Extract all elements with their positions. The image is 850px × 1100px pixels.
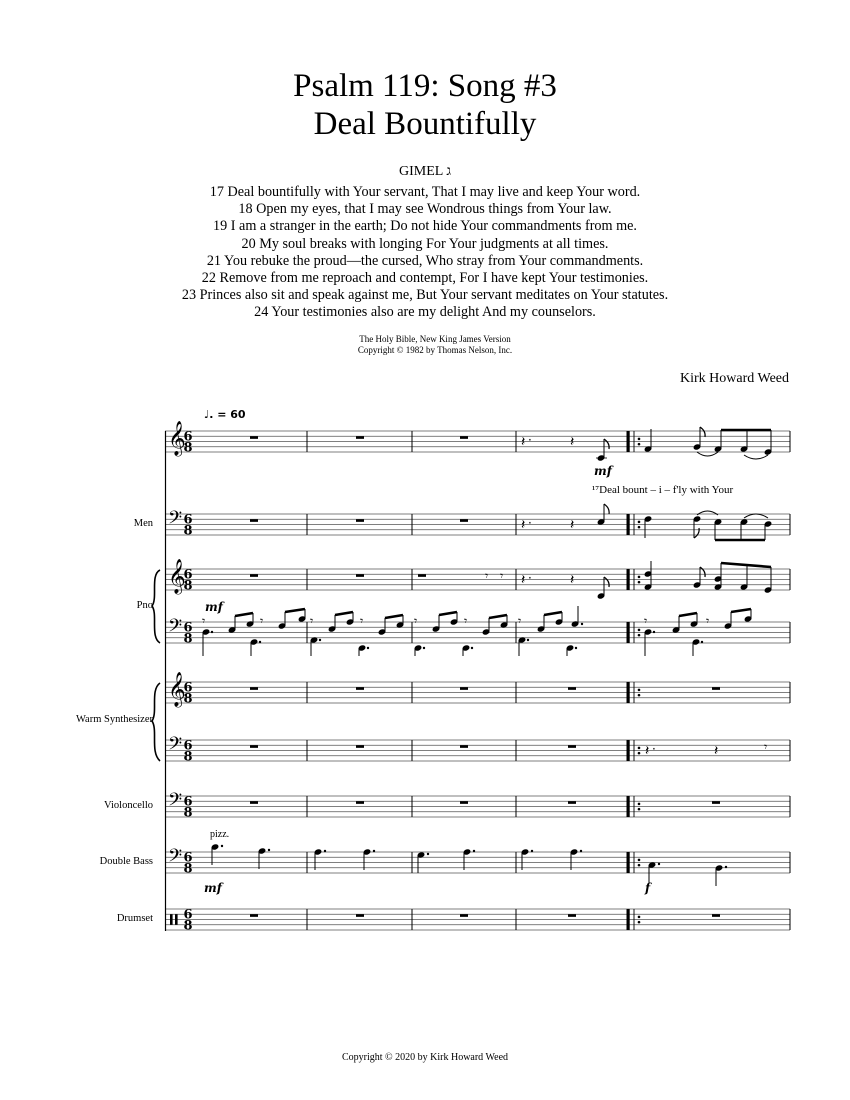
bass-clef-icon: 𝄢 <box>168 616 183 641</box>
quarter-rest-icon: 𝄽 <box>570 517 575 533</box>
treble-clef-icon: 𝄞 <box>168 559 186 594</box>
dot: · <box>528 433 532 447</box>
whole-rest-icon <box>712 914 720 917</box>
rests <box>202 433 767 917</box>
quarter-rest-icon: 𝄽 <box>570 434 575 450</box>
whole-rest-icon <box>250 574 258 577</box>
slur <box>744 455 768 459</box>
augmentation-dot <box>701 641 703 643</box>
repeat-dot <box>638 443 641 446</box>
augmentation-dot <box>259 641 261 643</box>
title-line-1: Psalm 119: Song #3 <box>293 68 557 104</box>
treble-clef-icon: 𝄞 <box>168 421 186 456</box>
bass-clef-icon: 𝄢 <box>168 734 183 759</box>
eighth-rest-icon: 𝄾 <box>260 614 264 628</box>
whole-rest-icon <box>250 436 258 439</box>
instrument-label-synth: Warm Synthesizer <box>75 714 153 725</box>
pizz-marking: pizz. <box>210 829 230 840</box>
beam <box>489 615 507 618</box>
instrument-label-men: Men <box>133 518 153 529</box>
beam <box>679 613 697 616</box>
quarter-rest-icon: 𝄽 <box>570 572 575 588</box>
repeat-dot <box>638 752 641 755</box>
dynamic-mf-double-bass: mf <box>204 881 222 895</box>
whole-rest-icon <box>460 914 468 917</box>
repeat-dot <box>638 803 641 806</box>
repeat-thick-bar <box>627 796 630 817</box>
beam <box>439 612 457 615</box>
instrument-label-double-bass: Double Bass <box>99 856 153 867</box>
whole-rest-icon <box>356 914 364 917</box>
tempo-marking: ♩. = 60 <box>204 408 246 421</box>
percussion-clef-icon <box>170 914 173 925</box>
footer-copyright: Copyright © 2020 by Kirk Howard Weed <box>341 1052 509 1063</box>
time-signature-denominator: 8 <box>183 918 193 934</box>
eighth-rest-icon: 𝄾 <box>360 614 364 628</box>
eighth-rest-icon: 𝄾 <box>764 740 768 754</box>
whole-rest-icon <box>250 519 258 522</box>
synth-brace-icon <box>152 683 160 761</box>
whole-rest-icon <box>712 687 720 690</box>
dot: · <box>528 571 532 585</box>
whole-rest-icon <box>356 436 364 439</box>
time-signature-numerator: 6 <box>183 907 193 923</box>
repeat-thick-bar <box>627 909 630 930</box>
quarter-rest-icon: 𝄽 <box>714 743 719 759</box>
verse-21: 21 You rebuke the proud—the cursed, Who stray from Your commandments. <box>206 252 644 269</box>
beam <box>731 609 751 612</box>
dynamic-mf-piano: mf <box>205 600 223 614</box>
beam <box>285 609 305 612</box>
beam <box>235 613 253 616</box>
dynamic-f-double-bass: f <box>645 881 651 895</box>
whole-rest-icon <box>356 687 364 690</box>
whole-rest-icon <box>250 745 258 748</box>
whole-rest-icon <box>568 801 576 804</box>
time-signature-denominator: 8 <box>183 578 193 594</box>
time-signature-numerator: 6 <box>183 429 193 445</box>
bass-clef-icon: 𝄢 <box>168 846 183 871</box>
quarter-rest-icon: 𝄽 <box>521 434 526 450</box>
repeat-dot <box>638 526 641 529</box>
eighth-rest-icon: 𝄾 <box>500 569 504 583</box>
eighth-rest-icon: 𝄾 <box>310 614 314 628</box>
barlines <box>307 431 790 930</box>
time-signature-numerator: 6 <box>183 738 193 754</box>
repeat-dot <box>638 521 641 524</box>
augmentation-dot <box>423 647 425 649</box>
augmentation-dot <box>575 647 577 649</box>
eighth-rest-icon: 𝄾 <box>706 614 710 628</box>
augmentation-dot <box>319 639 321 641</box>
repeat-thick-bar <box>627 682 630 703</box>
time-signature-numerator: 6 <box>183 794 193 810</box>
beam <box>335 612 353 615</box>
whole-rest-icon <box>250 914 258 917</box>
bass-clef-icon: 𝄢 <box>168 790 183 815</box>
eighth-rest-icon: 𝄾 <box>485 569 489 583</box>
slur <box>697 452 718 456</box>
slur <box>744 514 768 518</box>
verse-17: 17 Deal bountifully with Your servant, That I may live and keep Your word. <box>209 184 641 200</box>
dynamic-mf-men: mf <box>594 464 612 478</box>
repeat-dot <box>638 634 641 637</box>
whole-rest-icon <box>460 436 468 439</box>
repeat-thick-bar <box>627 514 630 535</box>
whole-rest-icon <box>568 914 576 917</box>
instrument-label-piano: Pno <box>136 600 153 611</box>
repeat-dot <box>638 864 641 867</box>
repeat-dot <box>638 689 641 692</box>
whole-rest-icon <box>568 687 576 690</box>
time-signature-denominator: 8 <box>183 523 193 539</box>
whole-rest-icon <box>712 801 720 804</box>
time-signature-denominator: 8 <box>183 861 193 877</box>
whole-rest-icon <box>250 801 258 804</box>
percussion-clef-icon <box>175 914 178 925</box>
repeat-dot <box>638 916 641 919</box>
repeat-dot <box>638 629 641 632</box>
augmentation-dot <box>427 853 429 855</box>
flag <box>700 427 705 437</box>
augmentation-dot <box>324 850 326 852</box>
augmentation-dot <box>268 849 270 851</box>
augmentation-dot <box>527 639 529 641</box>
verse-18: 18 Open my eyes, that I may see Wondrous things from Your law. <box>238 201 612 218</box>
time-signature-denominator: 8 <box>183 805 193 821</box>
verse-20: 20 My soul breaks with longing For Your judgments at all times. <box>241 235 609 252</box>
eighth-rest-icon: 𝄾 <box>644 614 648 628</box>
repeat-dot <box>638 438 641 441</box>
time-signature-denominator: 8 <box>183 631 193 647</box>
time-signature-numerator: 6 <box>183 620 193 636</box>
time-signature-numerator: 6 <box>183 512 193 528</box>
slur <box>697 511 718 515</box>
title-line-2: Deal Bountifully <box>313 106 537 142</box>
flag <box>604 504 609 514</box>
repeat-thick-bar <box>627 622 630 643</box>
augmentation-dot <box>221 845 223 847</box>
time-signature-denominator: 8 <box>183 440 193 456</box>
instrument-label-cello: Violoncello <box>104 800 153 811</box>
whole-rest-icon <box>460 745 468 748</box>
time-signature-numerator: 6 <box>183 567 193 583</box>
augmentation-dot <box>211 631 213 633</box>
beam <box>544 612 562 615</box>
flag <box>604 439 609 449</box>
section-heading: GIMEL ג <box>399 164 451 179</box>
repeat-thick-bar <box>627 569 630 590</box>
quarter-rest-icon: 𝄽 <box>645 743 650 759</box>
augmentation-dot <box>471 647 473 649</box>
repeat-dot <box>638 581 641 584</box>
whole-rest-icon <box>460 687 468 690</box>
repeat-thick-bar <box>627 431 630 452</box>
dot: · <box>652 742 656 756</box>
bass-clef-icon: 𝄢 <box>168 508 183 533</box>
augmentation-dot <box>658 863 660 865</box>
eighth-rest-icon: 𝄾 <box>414 614 418 628</box>
eighth-rest-icon: 𝄾 <box>202 614 206 628</box>
flag <box>604 577 609 587</box>
dot: · <box>528 516 532 530</box>
quarter-rest-icon: 𝄽 <box>521 517 526 533</box>
augmentation-dot <box>531 850 533 852</box>
whole-rest-icon <box>356 574 364 577</box>
whole-rest-icon <box>568 745 576 748</box>
piano-brace-icon <box>152 570 160 643</box>
repeat-dot <box>638 859 641 862</box>
beam <box>721 563 771 567</box>
half-rest-icon <box>418 574 426 577</box>
whole-rest-icon <box>356 519 364 522</box>
repeat-dot <box>638 694 641 697</box>
augmentation-dot <box>581 623 583 625</box>
repeat-dot <box>638 576 641 579</box>
whole-rest-icon <box>356 801 364 804</box>
lyric-line: ¹⁷Deal bount – i – f'ly with Your <box>592 484 734 496</box>
augmentation-dot <box>725 866 727 868</box>
flag <box>700 567 705 577</box>
whole-rest-icon <box>460 801 468 804</box>
repeat-dot <box>638 747 641 750</box>
clefs <box>168 421 193 934</box>
verse-22: 22 Remove from me reproach and contempt, For I have kept Your testimonies. <box>201 270 649 287</box>
whole-rest-icon <box>356 745 364 748</box>
eighth-rest-icon: 𝄾 <box>464 614 468 628</box>
treble-clef-icon: 𝄞 <box>168 672 186 707</box>
augmentation-dot <box>653 631 655 633</box>
quarter-rest-icon: 𝄽 <box>521 572 526 588</box>
augmentation-dot <box>367 647 369 649</box>
eighth-rest-icon: 𝄾 <box>518 614 522 628</box>
verse-19: 19 I am a stranger in the earth; Do not hide Your commandments from me. <box>213 218 637 235</box>
repeat-dot <box>638 808 641 811</box>
bible-credit-line-2: Copyright © 1982 by Thomas Nelson, Inc. <box>357 345 513 355</box>
whole-rest-icon <box>460 519 468 522</box>
instrument-label-drumset: Drumset <box>116 913 153 924</box>
augmentation-dot <box>473 850 475 852</box>
time-signature-numerator: 6 <box>183 680 193 696</box>
repeat-dot <box>638 921 641 924</box>
composer: Kirk Howard Weed <box>679 371 789 386</box>
bible-credit-line-1: The Holy Bible, New King James Version <box>359 334 511 344</box>
verse-24: 24 Your testimonies also are my delight And my counselors. <box>254 304 596 321</box>
whole-rest-icon <box>250 687 258 690</box>
verse-23: 23 Princes also sit and speak against me, But Your servant meditates on Your statutes. <box>181 287 669 304</box>
repeat-thick-bar <box>627 852 630 873</box>
augmentation-dot <box>580 850 582 852</box>
repeat-thick-bar <box>627 740 630 761</box>
time-signature-numerator: 6 <box>183 850 193 866</box>
time-signature-denominator: 8 <box>183 749 193 765</box>
time-signature-denominator: 8 <box>183 691 193 707</box>
augmentation-dot <box>373 850 375 852</box>
beam <box>385 615 403 618</box>
